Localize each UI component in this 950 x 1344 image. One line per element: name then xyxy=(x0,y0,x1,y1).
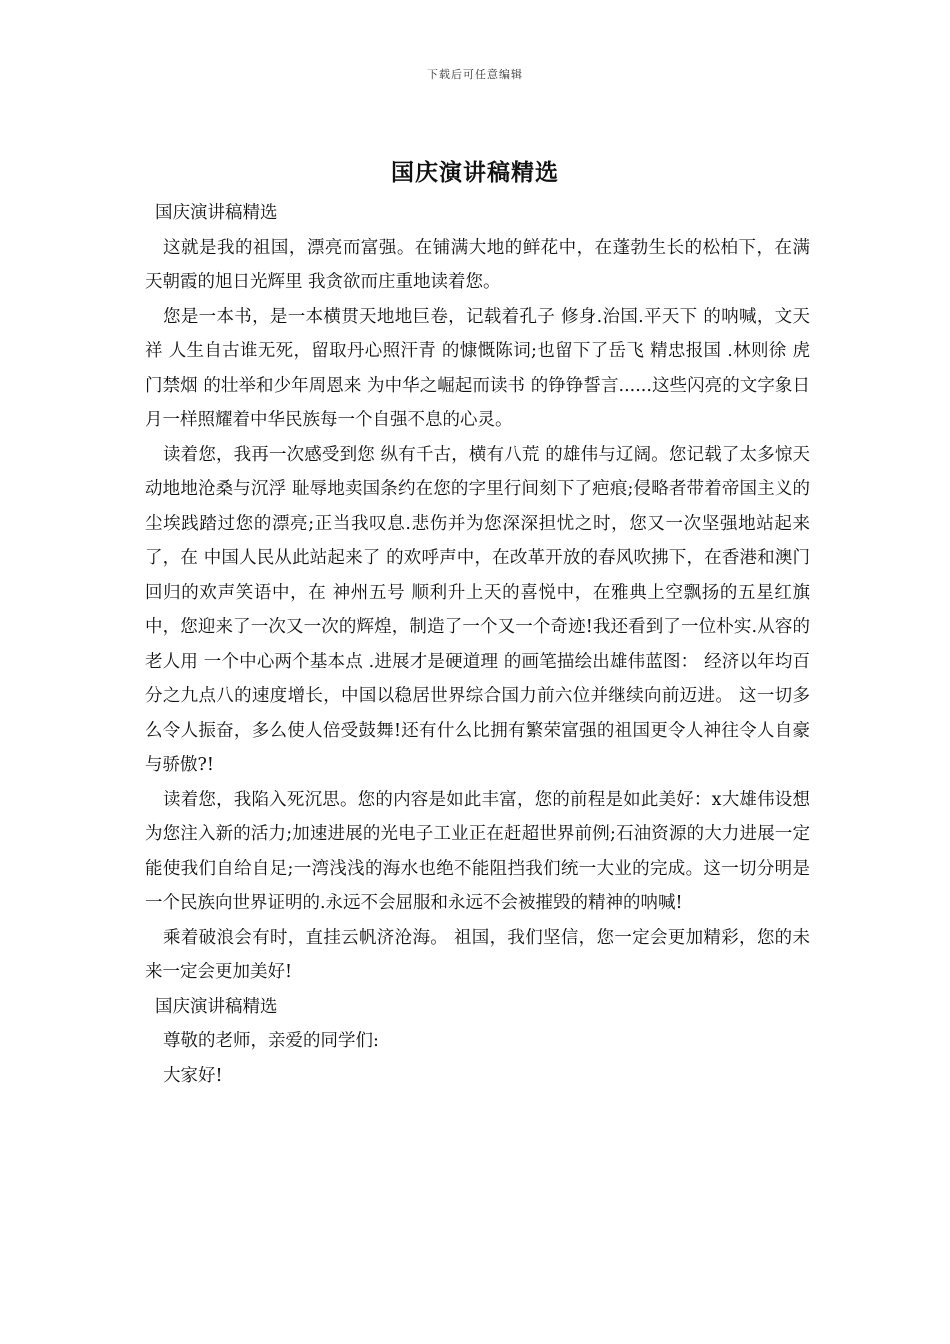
document-title: 国庆演讲稿精选 xyxy=(391,159,559,186)
paragraph: 读着您，我再一次感受到您 纵有千古，横有八荒 的雄伟与辽阔。您记载了太多惊天动地地沧桑与沉浮 耻辱地卖国条约在您的字里行间刻下了疤痕;侵略者带着帝国主义的尘埃践踏过您的漂亮;正当我叹息.悲伤并为您深深担忧之时，您又一次坚强地站起来了，在 中国人民从此站起来了 的欢呼声中，在改革开放的春风吹拂下，在香港和澳门回归的欢声笑语中，在 神州五号 顺利升上天的喜悦中，在雅典上空飘扬的五星红旗中，您迎来了一次又一次的辉煌，制造了一个又一个奇迹!我还看到了一位朴实.从容的老人用 一个中心两个基本点 .进展才是硬道理 的画笔描绘出雄伟蓝图： 经济以年均百分之九点八的速度增长，中国以稳居世界综合国力前六位并继续向前迈进。 这一切多么令人振奋，多么使人倍受鼓舞!还有什么比拥有繁荣富强的祖国更令人神往令人自豪与骄傲?! xyxy=(145,444,810,775)
paragraph: 这就是我的祖国，漂亮而富强。在铺满大地的鲜花中，在蓬勃生长的松柏下，在满天朝霞的旭日光辉里 我贪欲而庄重地读着您。 xyxy=(145,237,810,292)
section-subtitle: 国庆演讲稿精选 xyxy=(155,203,278,223)
header-note: 下载后可任意编辑 xyxy=(427,68,523,81)
section-subtitle: 国庆演讲稿精选 xyxy=(155,996,278,1017)
paragraph: 乘着破浪会有时，直挂云帆济沧海。 祖国，我们坚信，您一定会更加精彩，您的未来一定会更加美好! xyxy=(145,927,810,982)
greeting-line: 尊敬的老师，亲爱的同学们: xyxy=(163,1031,379,1051)
paragraph: 读着您，我陷入死沉思。您的内容是如此丰富，您的前程是如此美好：x大雄伟设想为您注入新的活力;加速进展的光电子工业正在赶超世界前例;石油资源的大力进展一定能使我们自给自足;一湾浅浅的海水也绝不能阻挡我们统一大业的完成。这一切分明是一个民族向世界证明的.永远不会屈服和永远不会被摧毁的精神的呐喊! xyxy=(145,789,810,913)
document-body xyxy=(145,196,810,1093)
greeting-line: 大家好! xyxy=(163,1065,223,1086)
paragraph: 您是一本书，是一本横贯天地地巨卷，记载着孔子 修身.治国.平天下 的呐喊，文天祥 人生自古谁无死，留取丹心照汗青 的慷慨陈词;也留下了岳飞 精忠报国 .林则徐 虎门禁烟 的壮举和少年周恩来 为中华之崛起而读书 的铮铮誓言......这些闪亮的文字象日月一样照耀着中华民族每一个自强不息的心灵。 xyxy=(145,306,810,430)
